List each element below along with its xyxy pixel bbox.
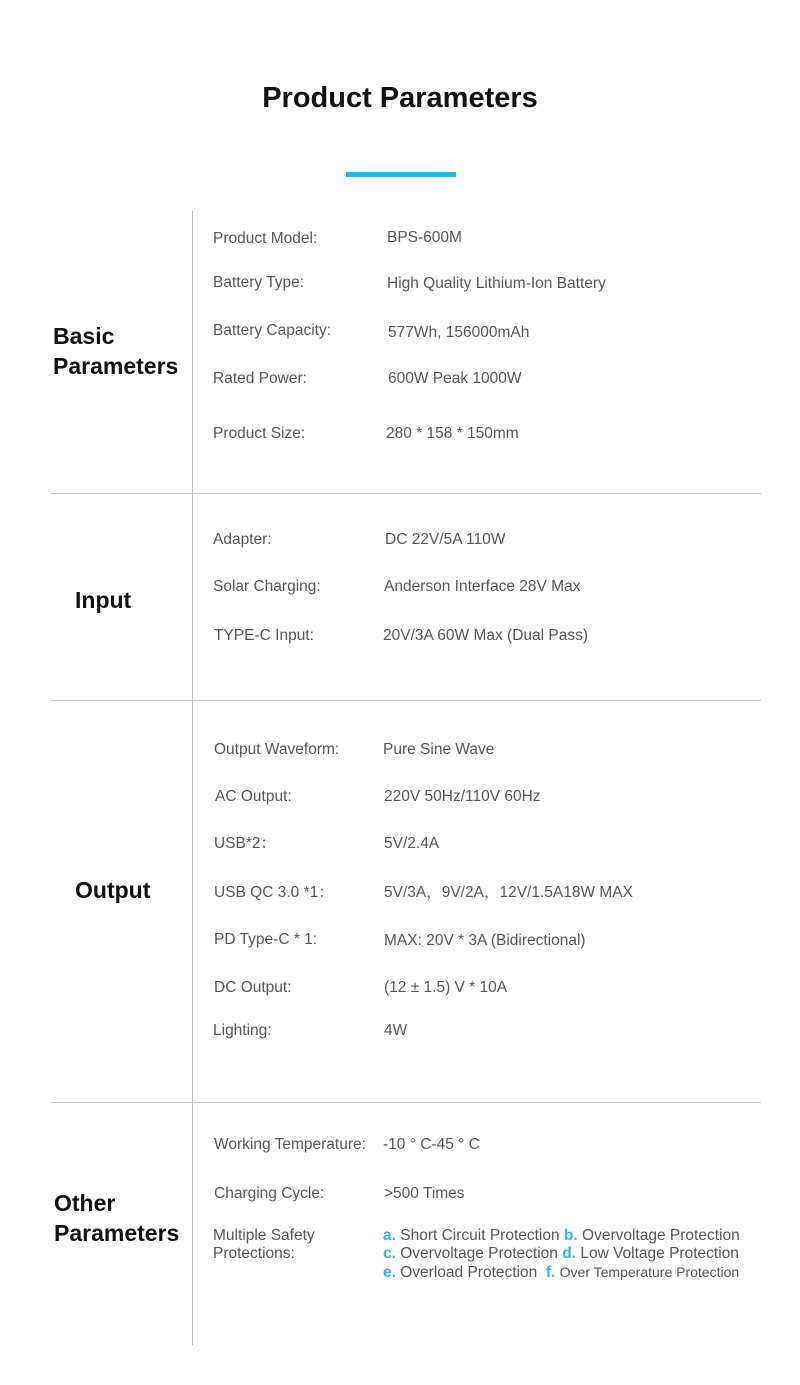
protection-letter: c. bbox=[383, 1245, 396, 1262]
page-title: Product Parameters bbox=[262, 82, 538, 114]
spec-value: 600W Peak 1000W bbox=[388, 370, 522, 387]
spec-value: Pure Sine Wave bbox=[383, 741, 495, 758]
protection-letter: d. bbox=[562, 1245, 577, 1262]
spec-label-safety: Multiple Safety Protections: bbox=[213, 1227, 315, 1262]
protection-line bbox=[383, 1245, 739, 1263]
spec-value: 4W bbox=[384, 1022, 408, 1039]
spec-label: TYPE-C Input: bbox=[214, 627, 314, 644]
spec-value: 577Wh, 156000mAh bbox=[388, 324, 530, 341]
protection-text: Overload Protection bbox=[400, 1264, 538, 1281]
spec-value: 220V 50Hz/110V 60Hz bbox=[384, 788, 541, 805]
spec-label: Output Waveform: bbox=[214, 741, 340, 758]
spec-label: PD Type-C * 1: bbox=[214, 931, 318, 948]
protection-letter: a. bbox=[383, 1227, 396, 1244]
protection-text: Overvoltage Protection bbox=[400, 1245, 558, 1262]
title-accent-bar bbox=[346, 172, 456, 177]
protection-line bbox=[383, 1227, 740, 1245]
section-title-output: Output bbox=[75, 877, 151, 903]
column-divider bbox=[192, 211, 193, 1345]
protection-text: Over Temperature Protection bbox=[559, 1264, 740, 1280]
protection-text: Low Voltage Protection bbox=[580, 1245, 739, 1262]
section-title-basic: Basic Parameters bbox=[53, 323, 179, 379]
spec-value: (12 ± 1.5) V * 10A bbox=[384, 979, 508, 996]
section-title-input: Input bbox=[75, 587, 132, 613]
spec-value: MAX: 20V * 3A (Bidirectional) bbox=[384, 932, 586, 949]
section-title-other: Other Parameters bbox=[54, 1190, 180, 1246]
spec-value: Anderson Interface 28V Max bbox=[384, 578, 581, 595]
protection-letter: e. bbox=[383, 1264, 396, 1281]
spec-label: Rated Power: bbox=[213, 370, 307, 387]
section-divider bbox=[51, 493, 761, 494]
spec-value: High Quality Lithium-Ion Battery bbox=[387, 275, 606, 292]
spec-label: Product Model: bbox=[213, 230, 318, 247]
protection-text: Overvoltage Protection bbox=[582, 1227, 740, 1244]
spec-value: 20V/3A 60W Max (Dual Pass) bbox=[383, 627, 589, 644]
spec-label: Lighting: bbox=[213, 1022, 272, 1039]
spec-label: Solar Charging: bbox=[213, 578, 321, 595]
protection-text: Short Circuit Protection bbox=[400, 1227, 560, 1244]
spec-value: 5V/2.4A bbox=[384, 835, 440, 852]
spec-label: USB*2： bbox=[214, 835, 277, 852]
spec-label: Charging Cycle: bbox=[214, 1185, 325, 1202]
protection-line bbox=[383, 1263, 739, 1282]
spec-value: >500 Times bbox=[384, 1185, 465, 1202]
spec-label: USB QC 3.0 *1： bbox=[214, 884, 334, 901]
spec-label: Battery Capacity: bbox=[213, 322, 332, 339]
spec-value: 5V/3A，9V/2A，12V/1.5A18W MAX bbox=[384, 884, 633, 901]
spec-label: Adapter: bbox=[213, 531, 272, 548]
section-divider bbox=[51, 1102, 761, 1103]
spec-label: Battery Type: bbox=[213, 274, 305, 291]
spec-value: -10 ° C-45 ° C bbox=[383, 1136, 480, 1153]
protection-letter: f. bbox=[545, 1264, 556, 1281]
protection-letter: b. bbox=[563, 1227, 578, 1244]
section-divider bbox=[51, 700, 761, 701]
spec-value: BPS-600M bbox=[387, 229, 462, 246]
spec-label: Working Temperature: bbox=[214, 1136, 366, 1153]
spec-value: 280 * 158 * 150mm bbox=[386, 425, 519, 442]
spec-label: AC Output: bbox=[215, 788, 292, 805]
spec-label: DC Output: bbox=[214, 979, 292, 996]
spec-label: Product Size: bbox=[213, 425, 306, 442]
spec-value: DC 22V/5A 110W bbox=[385, 531, 506, 548]
